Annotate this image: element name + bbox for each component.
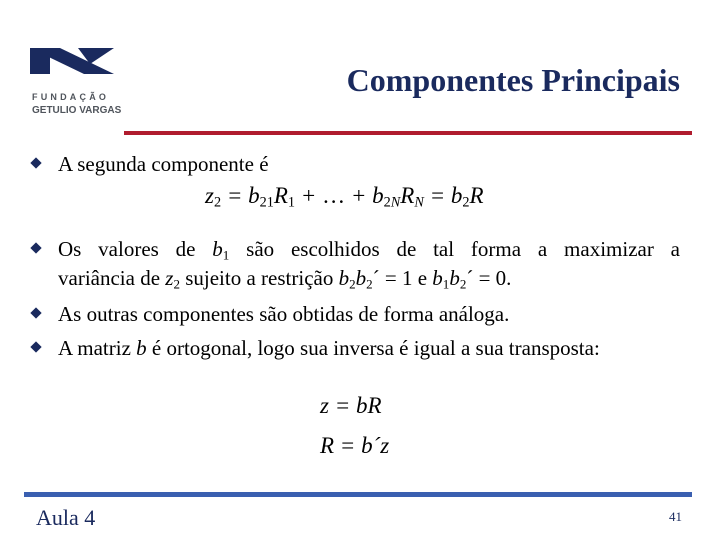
bullet-diamond-icon	[30, 242, 41, 253]
title-rule	[124, 131, 692, 135]
footer-rule	[24, 492, 692, 497]
fgv-logo	[30, 44, 120, 124]
bullet-diamond-icon	[30, 307, 41, 318]
fgv-logo-mark	[30, 44, 114, 80]
bullet-text: A segunda componente é	[58, 152, 269, 176]
formula-r: R = b´z	[320, 433, 390, 458]
bullet-diamond-icon	[30, 157, 41, 168]
formula-block	[320, 386, 389, 466]
logo-text-getulio-vargas: GETULIO VARGAS	[32, 105, 122, 116]
bullet-other-components	[32, 300, 680, 329]
formula-z: z = bR	[320, 393, 382, 418]
bullet-text: As outras componentes são obtidas de forma análoga.	[58, 302, 510, 326]
bullet-text: Os valores de $b_1$ são escolhidos de tal forma a maximizar a variância de $z_2$ sujeito a restrição $b_2b_2´ = 1$ e $b_1b_2´ = 0$.	[58, 237, 680, 292]
formula-second-component: $z_2 = b_{21}R_1$ + … + $b_{2N}R_N = b_2R$	[205, 183, 484, 211]
bullet-text: A matriz b é ortogonal, logo sua inversa é igual a sua transposta:	[58, 336, 600, 360]
bullet-second-component	[32, 150, 680, 179]
footer-label: Aula 4	[36, 505, 96, 530]
bullet-diamond-icon	[30, 341, 41, 352]
bullet-maximize-variance	[32, 235, 680, 293]
logo-text-fundacao: FUNDAÇÃO	[32, 92, 110, 102]
page-number: 41	[669, 509, 682, 524]
slide-title: Componentes Principais	[346, 62, 680, 98]
bullet-orthogonal-matrix	[32, 334, 680, 363]
